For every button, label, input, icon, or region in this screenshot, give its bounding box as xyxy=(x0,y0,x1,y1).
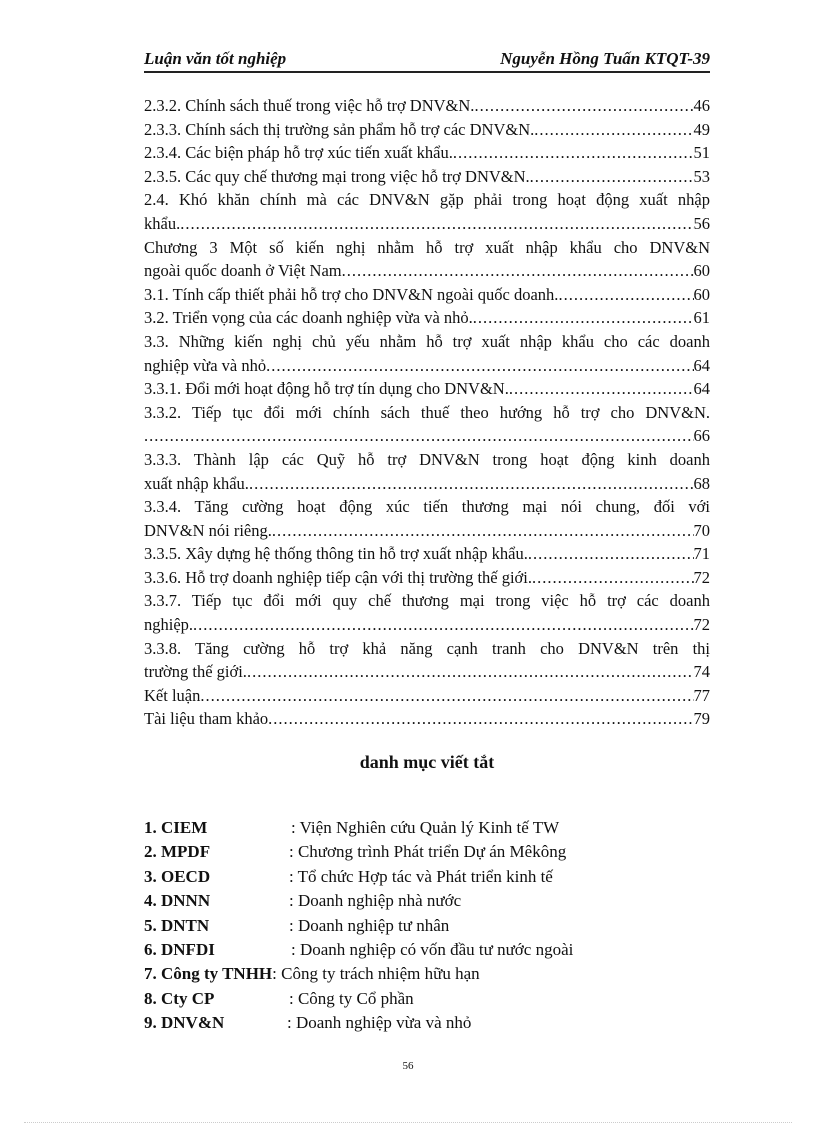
abbreviation-meaning: : Công ty Cổ phần xyxy=(289,988,414,1008)
toc-page-number: 70 xyxy=(693,520,710,540)
toc-entry xyxy=(144,566,710,590)
toc-entry xyxy=(144,330,710,377)
header-author: Nguyễn Hồng Tuấn KTQT-39 xyxy=(500,49,710,68)
toc-leader-dots xyxy=(530,165,694,189)
toc-entry-title: 3.2. Triển vọng của các doanh nghiệp vừa và nhỏ. xyxy=(144,308,473,328)
toc-entry xyxy=(144,94,710,118)
table-of-contents xyxy=(144,94,710,731)
toc-entry-title: 2.3.2. Chính sách thuế trong việc hỗ trợ DNV&N. xyxy=(144,96,475,115)
toc-entry xyxy=(144,236,710,283)
toc-entry-row xyxy=(144,707,710,731)
toc-entry xyxy=(144,637,710,684)
toc-entry-row xyxy=(144,306,710,330)
toc-page-number: 56 xyxy=(693,213,710,233)
toc-page-number: 68 xyxy=(693,473,710,493)
toc-entry xyxy=(144,188,710,235)
abbreviation-code: 6. DNFDI xyxy=(144,940,215,960)
toc-page-number: 72 xyxy=(693,615,710,635)
toc-entry xyxy=(144,141,710,165)
toc-leader-dots xyxy=(474,94,693,118)
toc-entry-title: Tài liệu tham khảo xyxy=(144,709,269,729)
toc-page-number: 79 xyxy=(693,709,710,729)
toc-entry xyxy=(144,542,710,566)
toc-entry xyxy=(144,589,710,636)
toc-entry-title: nghiệp vừa và nhỏ xyxy=(144,355,267,375)
toc-entry-title: Kết luận xyxy=(144,685,201,705)
page-number: 56 xyxy=(402,1060,414,1072)
toc-leader-dots xyxy=(180,212,693,236)
abbreviation-item xyxy=(144,889,710,913)
abbreviation-meaning: : Công ty trách nhiệm hữu hạn xyxy=(272,964,480,984)
toc-entry-title: xuất nhập khẩu. xyxy=(144,473,249,493)
abbreviation-item xyxy=(144,1011,710,1035)
abbreviation-code: 7. Công ty TNHH xyxy=(144,964,273,984)
toc-leader-dots xyxy=(200,684,693,708)
toc-page-number: 60 xyxy=(693,261,710,281)
toc-entry-row xyxy=(144,283,710,307)
toc-page-number: 72 xyxy=(693,567,710,587)
toc-entry xyxy=(144,118,710,142)
toc-entry-row xyxy=(144,566,710,590)
toc-leader-dots xyxy=(558,283,693,307)
toc-entry-text: Chương 3 Một số kiến nghị nhằm hỗ trợ xuất nhập khẩu cho DNV&N xyxy=(144,237,710,257)
toc-page-number: 49 xyxy=(693,119,710,139)
toc-entry-title: 3.3.6. Hỗ trợ doanh nghiệp tiếp cận với thị trường thế giới. xyxy=(144,567,532,587)
toc-entry-row xyxy=(144,118,710,142)
toc-entry xyxy=(144,401,710,448)
abbreviation-item xyxy=(144,914,710,938)
toc-entry-text: 3.3.8. Tăng cường hỗ trợ khả năng cạnh tranh cho DNV&N trên thị xyxy=(144,638,710,658)
toc-entry-title: 3.3.1. Đổi mới hoạt động hỗ trợ tín dụng cho DNV&N. xyxy=(144,379,509,399)
toc-entry-text: 3.3.2. Tiếp tục đổi mới chính sách thuế theo hướng hỗ trợ cho DNV&N. xyxy=(144,402,710,422)
toc-entry xyxy=(144,707,710,731)
toc-leader-dots xyxy=(342,259,694,283)
toc-leader-dots xyxy=(193,613,693,637)
toc-entry-row xyxy=(144,94,710,118)
abbreviation-code: 5. DNTN xyxy=(144,915,210,935)
toc-page-number: 53 xyxy=(693,166,710,186)
toc-page-number: 64 xyxy=(693,355,710,375)
toc-entry xyxy=(144,283,710,307)
toc-entry xyxy=(144,306,710,330)
abbreviation-item xyxy=(144,865,710,889)
toc-page-number: 51 xyxy=(693,143,710,163)
abbreviation-meaning: : Chương trình Phát triển Dự án Mêkông xyxy=(289,842,567,862)
abbreviation-meaning: : Doanh nghiệp tư nhân xyxy=(289,915,450,935)
toc-entry-row xyxy=(144,660,710,684)
toc-entry-row xyxy=(144,424,710,448)
abbreviation-code: 1. CIEM xyxy=(144,818,208,837)
toc-entry-title: DNV&N nói riêng. xyxy=(144,520,272,540)
abbreviation-meaning: : Doanh nghiệp vừa và nhỏ xyxy=(287,1013,472,1033)
toc-entry-row xyxy=(144,165,710,189)
abbreviation-code: 4. DNNN xyxy=(144,891,211,911)
toc-entry-title: trường thế giới. xyxy=(144,662,247,682)
toc-entry xyxy=(144,448,710,495)
abbreviation-meaning: : Doanh nghiệp nhà nước xyxy=(289,891,462,911)
abbreviations-list xyxy=(144,816,710,1036)
toc-entry-row xyxy=(144,141,710,165)
abbreviation-meaning: : Doanh nghiệp có vốn đầu tư nước ngoài xyxy=(291,940,574,960)
toc-entry-row xyxy=(144,354,710,378)
toc-leader-dots xyxy=(268,707,693,731)
toc-entry-row xyxy=(144,613,710,637)
toc-entry-text: 2.4. Khó khăn chính mà các DNV&N gặp phải trong hoạt động xuất nhập xyxy=(144,190,710,210)
abbreviation-code: 2. MPDF xyxy=(144,842,211,862)
toc-leader-dots xyxy=(534,118,693,142)
toc-leader-dots xyxy=(473,306,694,330)
toc-entry-row xyxy=(144,542,710,566)
toc-leader-dots xyxy=(247,660,694,684)
toc-page-number: 77 xyxy=(693,685,710,705)
toc-entry-row xyxy=(144,684,710,708)
toc-entry xyxy=(144,377,710,401)
abbreviation-item xyxy=(144,962,710,986)
abbreviation-meaning: : Viện Nghiên cứu Quản lý Kinh tế TW xyxy=(291,818,560,837)
toc-entry-row xyxy=(144,259,710,283)
toc-entry-title: khẩu. xyxy=(144,213,181,233)
abbreviations-title: danh mục viết tắt xyxy=(359,752,495,772)
toc-entry-row xyxy=(144,519,710,543)
toc-page-number: 66 xyxy=(693,426,710,446)
toc-entry-row xyxy=(144,212,710,236)
toc-entry-text: 3.3.4. Tăng cường hoạt động xúc tiến thương mại nói chung, đối với xyxy=(144,497,710,517)
abbreviation-item xyxy=(144,840,710,864)
toc-entry-title: nghiệp. xyxy=(144,615,194,635)
toc-leader-dots xyxy=(144,424,694,448)
toc-leader-dots xyxy=(532,566,694,590)
abbreviation-meaning: : Tổ chức Hợp tác và Phát triển kinh tế xyxy=(289,866,553,886)
toc-page-number: 71 xyxy=(693,544,710,564)
toc-entry-title: 2.3.5. Các quy chế thương mại trong việc hỗ trợ DNV&N. xyxy=(144,166,530,186)
toc-entry-title: ngoài quốc doanh ở Việt Nam xyxy=(144,261,342,281)
abbreviation-code: 3. OECD xyxy=(144,866,211,886)
toc-entry-title: 3.3.5. Xây dựng hệ thống thông tin hỗ trợ xuất nhập khẩu. xyxy=(144,544,528,564)
abbreviation-code: 8. Cty CP xyxy=(144,988,215,1008)
toc-leader-dots xyxy=(266,354,693,378)
toc-entry-title: 2.3.3. Chính sách thị trường sản phẩm hỗ trợ các DNV&N. xyxy=(144,119,535,139)
abbreviation-item xyxy=(144,987,710,1011)
toc-entry-title: 3.1. Tính cấp thiết phải hỗ trợ cho DNV&N ngoài quốc doanh. xyxy=(144,284,559,304)
toc-leader-dots xyxy=(249,472,694,496)
toc-page-number: 61 xyxy=(693,308,710,328)
toc-page-number: 74 xyxy=(693,662,710,682)
abbreviation-code: 9. DNV&N xyxy=(144,1013,225,1033)
toc-entry xyxy=(144,165,710,189)
toc-entry-text: 3.3.3. Thành lập các Quỹ hỗ trợ DNV&N trong hoạt động kinh doanh xyxy=(144,449,710,469)
abbreviation-item xyxy=(144,938,710,962)
toc-entry-text: 3.3.7. Tiếp tục đổi mới quy chế thương mại trong việc hỗ trợ các doanh xyxy=(144,591,710,611)
toc-page-number: 46 xyxy=(693,96,710,115)
toc-page-number: 64 xyxy=(693,379,710,399)
toc-leader-dots xyxy=(453,141,694,165)
toc-entry-row xyxy=(144,377,710,401)
toc-leader-dots xyxy=(509,377,694,401)
page-header xyxy=(144,49,710,73)
header-thesis-label: Luận văn tốt nghiệp xyxy=(144,49,287,68)
toc-leader-dots xyxy=(272,519,694,543)
toc-entry-title: 2.3.4. Các biện pháp hỗ trợ xúc tiến xuất khẩu. xyxy=(144,143,453,163)
toc-leader-dots xyxy=(528,542,694,566)
toc-entry-row xyxy=(144,472,710,496)
abbreviation-item xyxy=(144,816,710,840)
toc-entry xyxy=(144,495,710,542)
toc-entry xyxy=(144,684,710,708)
toc-page-number: 60 xyxy=(693,284,710,304)
toc-entry-text: 3.3. Những kiến nghị chủ yếu nhằm hỗ trợ xuất nhập khẩu cho các doanh xyxy=(144,331,710,351)
